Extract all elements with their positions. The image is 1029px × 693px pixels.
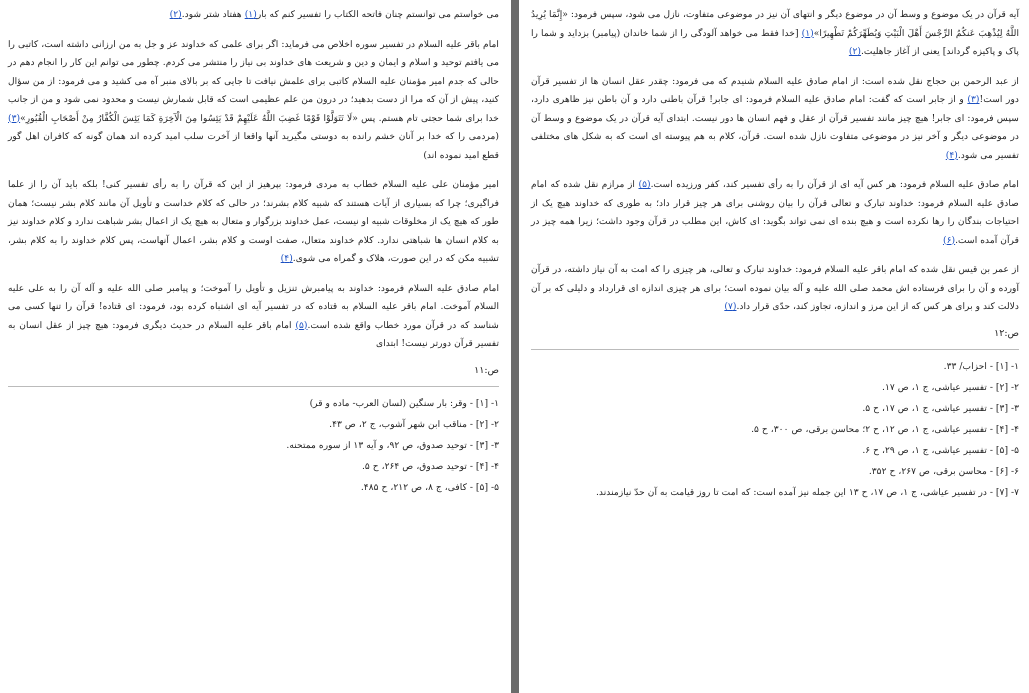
- paragraph: [8, 36, 499, 166]
- paragraph-text: آیه قرآن در یک موضوع و وسط آن در موضوع دیگر و انتهای آن نیز در موضوعی متفاوت، نازل می شود، سپس فرمود: «إِنَّمَا يُرِيدُ اللَّهُ لِيُذْهِبَ عَنكُمُ الرِّجْسَ أَهْلَ الْبَيْتِ وَيُطَهِّرَكُمْ تَطْهِيرًا»: [531, 9, 1019, 39]
- footnote: ۲- [۲] - تفسیر عیاشی، ج ۱، ص ۱۷.: [882, 381, 1019, 393]
- footnote-ref-link[interactable]: (۲): [169, 9, 182, 20]
- paragraph: [531, 6, 1019, 62]
- paragraph-text: می خواستم می توانستم چنان فاتحه الکتاب را تفسیر کنم که بار: [256, 9, 499, 20]
- paragraph: [8, 6, 499, 25]
- paragraph: [531, 261, 1019, 317]
- footnote-divider: [531, 349, 1019, 350]
- paragraph-text: از مرازم نقل شده که امام صادق علیه السلام فرمود: خداوند تبارک و تعالی قرآن را بیان روشنی برای هر چیز قرار داد؛ به طوری که خداوند هیچ یک از احتیاجات بندگان را رها نکرده است و هیچ بنده ای نمی تواند بگوید: ای کاش، این مطلب در قرآن وجود داشت؛ زیرا همه چیز در قرآن آمده است.: [531, 179, 1019, 246]
- footnote: ۱- [۱] - وقر: بار سنگین (لسان العرب- ماده و قر): [309, 397, 499, 409]
- footnote-ref-link[interactable]: (۶): [942, 234, 956, 246]
- footnote: ۴- [۴] - توحید صدوق، ص ۲۶۴، ح ۵.: [361, 460, 499, 472]
- paragraph: [8, 280, 499, 354]
- footnote: ۲- [۲] - مناقب ابن شهر آشوب، ج ۲، ص ۴۳.: [329, 418, 499, 430]
- footnote-ref-link[interactable]: (۴): [945, 149, 958, 161]
- footnote: ۳- [۳] - توحید صدوق، ص ۹۲، و آیه ۱۳ از سوره ممتحنه.: [286, 439, 499, 451]
- right-body: [531, 6, 1019, 317]
- footnote-ref-link[interactable]: (۵): [295, 319, 308, 331]
- left-body: [8, 6, 499, 354]
- paragraph: [8, 176, 499, 269]
- footnote: ۷- [۷] - در تفسیر عیاشی، ج ۱، ص ۱۷، ح ۱۳ این جمله نیز آمده است: که امت تا روز قیامت به آن حدّ نیازمندند.: [596, 486, 1019, 498]
- paragraph-text: و از جابر است که گفت: امام صادق علیه السلام فرمود: ای جابر! قرآن باطنی دارد و آن باطن نیز ظاهری دارد، سپس فرمود: ای جابر! هیچ چیز مانند تفسیر قرآن از عقل و فهم انسان ها دور نیست. ابتدای آیه قرآن در یک موضوع و وسط آن در موضوعی دیگر و آخر نیز در موضوعی متفاوت نازل شده است. قرآن، کلام به هم پیوسته ای است که به شکل های مختلفی تفسیر می شود.: [531, 94, 1019, 161]
- footnote-divider: [8, 386, 499, 387]
- paragraph-text: از عبد الرحمن بن حجاج نقل شده است: از امام صادق علیه السلام شنیدم که می فرمود: چقدر عقل انسان ها از تفسیر قرآن دور است!: [531, 75, 1019, 105]
- left-page: [0, 0, 511, 693]
- paragraph-text: از عمر بن قیس نقل شده که امام باقر علیه السلام فرمود: خداوند تبارک و تعالی، هر چیزی را که امت به آن نیاز داشته، در قرآن آورده و آن را برای فرستاده اش محمد صلی الله علیه و آله بیان نموده است؛ برای هر چیزی اندازه ای قرارداد و دلیلی که بر آن دلالت کند و برای هر کس که از این مرز و اندازه، تجاوز کند، حدّی قرار داد.: [531, 264, 1019, 312]
- paragraph-text: هفتاد شتر شود.: [181, 9, 245, 20]
- footnote: ۳- [۳] - تفسیر عیاشی، ج ۱، ص ۱۷، ح ۵.: [862, 402, 1019, 414]
- footnotes: [8, 393, 499, 498]
- footnote-ref-link[interactable]: (۳): [8, 112, 21, 124]
- footnote-ref-link[interactable]: (۳): [967, 94, 980, 105]
- paragraph-text: امام باقر علیه السلام در حدیث دیگری فرمود: هیچ چیز از عقل انسان به تفسیر قرآن دورتر نیست! ابتدای: [8, 319, 499, 349]
- footnote-ref-link[interactable]: (۱): [801, 27, 814, 39]
- footnote-ref-link[interactable]: (۴): [280, 253, 293, 264]
- paragraph: [531, 73, 1019, 166]
- right-page: [519, 0, 1029, 693]
- paragraph-text: (مردمی را که خدا بر آنان خشم رانده به دوستی مگیرید آنها واقعا از آخرت سلب امید کرده اند همان گونه که کافران اهل گور قطع امید نموده اند): [8, 131, 499, 161]
- paragraph-text: امام صادق علیه السلام فرمود: خداوند به پیامبرش تنزیل و تأویل را آموخت؛ و پیامبر صلی الله علیه و آله آن را به علی علیه السلام آموخت. امام باقر علیه السلام به قتاده که در تفسیر آیه ای اشتباه کرده بود، فرمود: ای قتاده! قرآن را تنها کسی می شناسد که در قرآن مورد خطاب واقع شده است.: [8, 282, 499, 331]
- footnote: ۵- [۵] - کافی، ج ۸، ص ۲۱۲، ح ۴۸۵.: [360, 481, 499, 493]
- footnote: ۶- [۶] - محاسن برقی، ص ۲۶۷، ح ۳۵۲.: [868, 465, 1019, 477]
- paragraph-text: امام باقر علیه السلام در تفسیر سوره اخلاص می فرماید: اگر برای علمی که خداوند عز و جل به من ارزانی داشته است، کاتبی را می یافتم توحید و اسلام و ایمان و دین و شریعت های خداوند بی نیاز را منتشر می کردم. چطور می توانم این کار را انجام دهم در حالی که جدم امیر مؤمنان علیه السلام کاتبی برای علمش نیافت تا جایی که بر بالای منبر آه می کشید و می فرمود: از من سؤال کنید، پیش از آن که مرا از دست بدهید؛ در درون من علم عظیمی است که قابل شمارش نیست و محدود نمی شود و من از جانب خدا برای شما حجتی تام هستم. پس «لَا تَتَوَلَّوْا قَوْمًا غَضِبَ اللَّهُ عَلَيْهِمْ قَدْ يَئِسُوا مِنَ الْآخِرَةِ كَمَا يَئِسَ الْكُفَّارُ مِنْ أَصْحَابِ الْقُبُورِ»: [8, 38, 499, 124]
- footnote-ref-link[interactable]: (۱): [244, 9, 257, 20]
- paragraph-text: [خدا فقط می خواهد آلودگی را از شما خاندان (پیامبر) بزداید و شما را پاک و پاکیزه گرداند] یعنی از آغاز جاهلیت.: [531, 27, 1019, 57]
- footnotes: [531, 356, 1019, 503]
- paragraph: [531, 176, 1019, 250]
- footnote-ref-link[interactable]: (۵): [638, 179, 651, 190]
- footnote-ref-link[interactable]: (۷): [724, 301, 737, 312]
- paragraph-text: امیر مؤمنان علی علیه السلام خطاب به مردی فرمود: بپرهیز از این که قرآن را به رأی تفسیر کنی! بلکه باید آن را از علما فراگیری؛ چرا که بسیاری از آیات هستند که شبیه کلام بشرند؛ در حالی که کلام خداست و تأویل آن مانند کلام بشر نیست؛ همان طور که هیچ یک از مخلوقات شبیه او نیست، عمل خداوند بزرگوار و متعال به هیچ یک از اعمال بشر شباهت ندارد و کلام خداوند نیز به کلام انسان ها شباهتی ندارد. کلام خداوند متعال، صفت اوست و کلام بشر، اعمال آنهاست، پس کلام خداوند را به کلام بشر، تشبیه مکن که در این صورت، هلاک و گمراه می شوی.: [8, 179, 499, 264]
- page-number: ص:۱۲: [994, 327, 1019, 339]
- footnote: ۱- [۱] - احزاب/ ۳۳.: [943, 360, 1019, 372]
- footnote: ۵- [۵] - تفسیر عیاشی، ج ۱، ص ۲۹، ح ۶.: [862, 444, 1019, 456]
- footnote: ۴- [۴] - تفسیر عیاشی، ج ۱، ص ۱۲، ح ۲؛ محاسن برقی، ص ۳۰۰، ح ۵.: [751, 423, 1019, 435]
- paragraph-text: امام صادق علیه السلام فرمود: هر کس آیه ای از قرآن را به رأی تفسیر کند، کفر ورزیده است.: [650, 179, 1019, 190]
- page-number: ص:۱۱: [474, 364, 499, 376]
- footnote-ref-link[interactable]: (۲): [848, 46, 862, 57]
- page-gutter: [511, 0, 519, 693]
